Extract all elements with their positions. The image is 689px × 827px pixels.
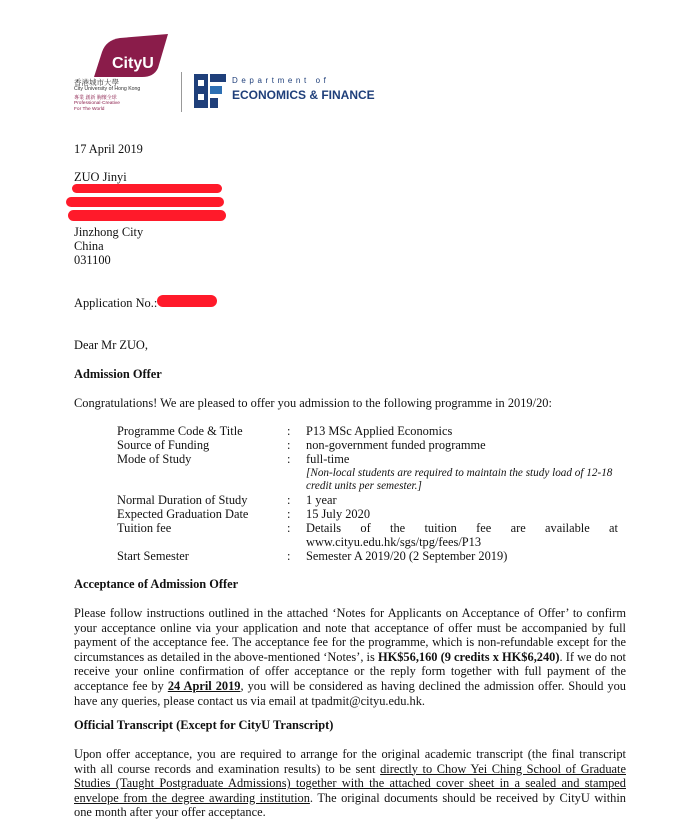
dept-line1: Department of [232, 76, 330, 85]
detail-label: Normal Duration of Study [117, 493, 248, 507]
mode-note-line-1: [Non-local students are required to maintain the study load of 12-18 [306, 467, 613, 479]
detail-colon: : [287, 424, 291, 438]
cityu-tagline-en-2: For The World [74, 107, 105, 112]
letter-date: 17 April 2019 [74, 142, 143, 156]
detail-value: 1 year [306, 493, 337, 507]
address-city: Jinzhong City [74, 225, 144, 239]
acceptance-text-3: , you will be considered as having declined the admission offer. Should you have any queries, please contact us via email at tpadmit@cityu.edu.hk. [74, 678, 626, 708]
dept-logo [194, 74, 394, 108]
address-country: China [74, 239, 104, 253]
section-transcript: Official Transcript (Except for CityU Transcript) [74, 718, 334, 732]
cityu-logo-shape-icon [72, 30, 182, 78]
salutation: Dear Mr ZUO, [74, 338, 148, 352]
redaction-application-no [157, 295, 217, 307]
redaction-address-line-2 [66, 197, 224, 207]
section-admission-offer: Admission Offer [74, 367, 162, 381]
mode-note-line-2: credit units per semester.] [306, 480, 422, 492]
redaction-address-line-1 [72, 184, 222, 193]
detail-colon: : [287, 521, 291, 535]
address-postcode: 031100 [74, 253, 111, 267]
detail-value: Details of the tuition fee are available at [306, 521, 618, 535]
redaction-address-line-3 [68, 210, 226, 221]
transcript-paragraph [74, 747, 626, 820]
detail-colon: : [287, 493, 291, 507]
dept-line2: ECONOMICS & FINANCE [232, 88, 375, 102]
detail-label: Mode of Study [117, 452, 192, 466]
detail-label: Start Semester [117, 549, 189, 563]
detail-colon: : [287, 452, 291, 466]
detail-label: Expected Graduation Date [117, 507, 249, 521]
detail-label: Tuition fee [117, 521, 172, 535]
congratulations-text: Congratulations! We are pleased to offer you admission to the following programme in 2019/20: [74, 396, 552, 410]
ef-logo-icon [194, 74, 228, 108]
acceptance-text-2: . If we do not receive your online confirmation of offer acceptance or the reply form together with full payment of the acceptance fee by [74, 649, 626, 693]
section-acceptance: Acceptance of Admission Offer [74, 577, 239, 591]
tuition-fee-url[interactable]: www.cityu.edu.hk/sgs/tpg/fees/P13 [306, 535, 482, 549]
cityu-english-name: City University of Hong Kong [74, 86, 141, 92]
cityu-tagline-cn: 專業 創新 胸懷全球 [74, 95, 117, 101]
application-label: Application No.: [74, 296, 158, 310]
cityu-tagline-en-1: Professional·Creative [74, 101, 120, 106]
detail-label: Source of Funding [117, 438, 210, 452]
cityu-chinese-name: 香港城市大學 [74, 78, 119, 87]
acceptance-fee: HK$56,160 (9 credits x HK$6,240) [377, 649, 560, 664]
detail-value: non-government funded programme [306, 438, 486, 452]
acceptance-paragraph [74, 606, 626, 708]
detail-label: Programme Code & Title [117, 424, 243, 438]
header-divider [181, 72, 182, 112]
detail-colon: : [287, 549, 291, 563]
detail-value: 15 July 2020 [306, 507, 371, 521]
cityu-logo-text: CityU [112, 55, 154, 72]
acceptance-text-1: Please follow instructions outlined in the attached ‘Notes for Applicants on Acceptance of Offer’ to confirm your acceptance online via your application and note that acceptance of offer must be accompanied by full payment of the acceptance fee. The acceptance fee for the programme, which is non-refundable except for the circumstances as detailed in the above-mentioned ‘Notes’, is [74, 606, 626, 664]
acceptance-deadline: 24 April 2019 [167, 678, 241, 693]
cityu-logo [72, 30, 182, 120]
detail-value: full-time [306, 452, 350, 466]
detail-colon: : [287, 438, 291, 452]
transcript-underlined: directly to Chow Yei Ching School of Graduate Studies (Taught Postgraduate Admissions) together with the attached cover sheet in a sealed and stamped envelope from the degree awarding institution [74, 761, 626, 805]
transcript-text-2: . The original documents should be received by CityU within one month after your offer acceptance. [74, 790, 626, 820]
detail-colon: : [287, 507, 291, 521]
detail-value: P13 MSc Applied Economics [306, 424, 453, 438]
detail-value: Semester A 2019/20 (2 September 2019) [306, 549, 508, 563]
transcript-text-1: Upon offer acceptance, you are required to arrange for the original academic transcript (the final transcript with all course records and examination results) to be sent [74, 747, 626, 776]
recipient-name: ZUO Jinyi [74, 170, 127, 184]
